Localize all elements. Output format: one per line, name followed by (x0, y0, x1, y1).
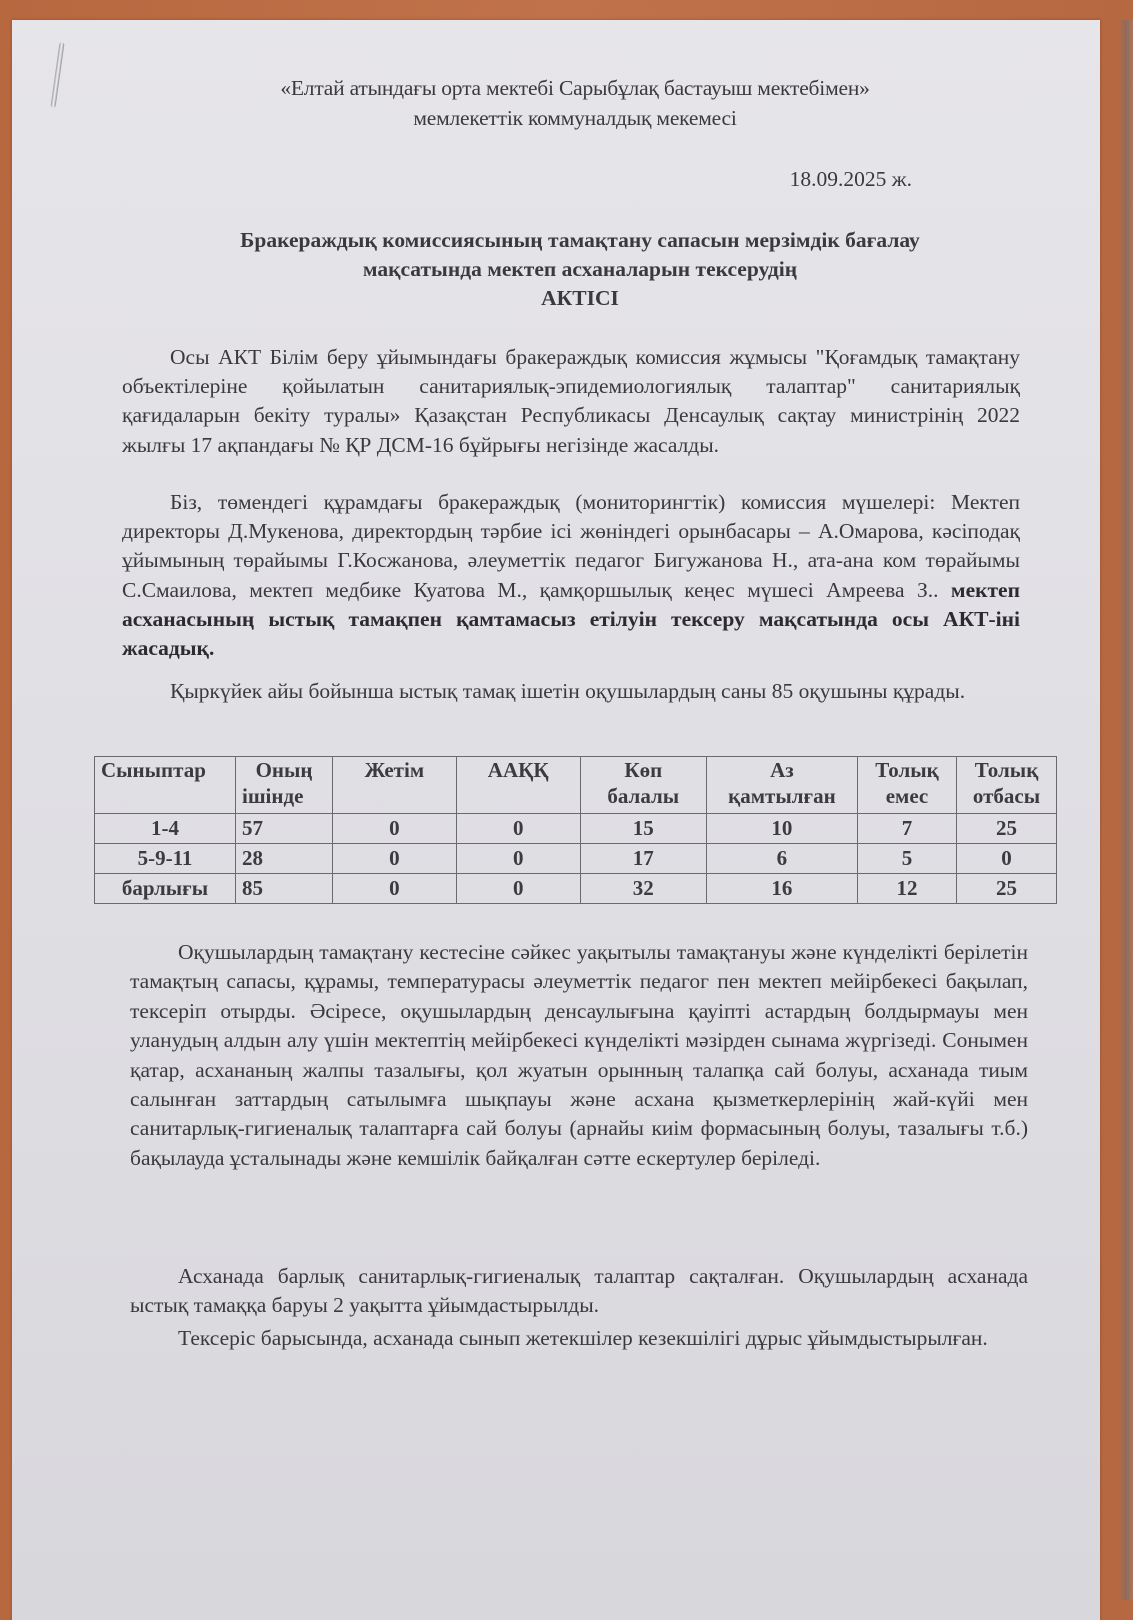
paragraph-sanitary-compliance (130, 1262, 1028, 1320)
organization-type: мемлекеттік коммуналдық мекемесі (413, 106, 737, 130)
cell-incomplete-family: 7 (857, 814, 956, 844)
header-large-family (580, 757, 706, 814)
header-text: қамтылған (728, 784, 836, 808)
cell-of-which: 85 (235, 874, 332, 904)
organization-name: «Елтай атындағы орта мектебі Сарыбұлақ бастауыш мектебімен» (280, 76, 870, 100)
header-text: Толық (974, 758, 1039, 782)
cell-classes: барлығы (95, 874, 236, 904)
cell-aakk: 0 (456, 874, 580, 904)
cell-aakk: 0 (456, 844, 580, 874)
cell-orphan: 0 (333, 814, 457, 844)
table-row (95, 814, 1057, 844)
paragraph-emphasis: мектеп асханасының ыстық тамақпен қамтамасыз етілуін тексеру мақсатында осы АКТ-іні жасадық. (122, 577, 1020, 661)
paper-edge-shadow (1119, 20, 1133, 1600)
title-line-1: Бракераждық комиссиясының тамақтану сапасын мерзімдік бағалау (240, 228, 920, 252)
document-date: 18.09.2025 ж. (789, 167, 912, 191)
cell-orphan: 0 (333, 874, 457, 904)
title-line-3: АКТІСІ (541, 286, 619, 310)
students-table (94, 756, 1057, 904)
header-text: емес (885, 784, 929, 808)
header-orphan: Жетім (333, 757, 457, 814)
header-complete-family (957, 757, 1057, 814)
organization-header (150, 73, 1000, 133)
paragraph-text: Осы АКТ Білім беру ұйымындағы бракераждық комиссия жұмысы "Қоғамдық тамақтану объектілеріне қойылатын санитариялық-эпидемиологиялық талаптар" санитариялық қағидаларын бекіту туралы» Қазақстан Республикасы Денсаулық сақтау министрінің 2022 жылғы 17 ақпандағы № ҚР ДСМ-16 бұйрығы негізінде жасалды. (122, 345, 1020, 457)
header-text: балалы (607, 784, 680, 808)
header-incomplete-family (857, 757, 956, 814)
cell-aakk: 0 (456, 814, 580, 844)
header-text: Аз (770, 758, 794, 782)
header-classes: Сыныптар (95, 757, 236, 814)
table-header-row (95, 757, 1057, 814)
document-title (140, 226, 1020, 313)
cell-large-family: 32 (580, 874, 706, 904)
table-row-total (95, 874, 1057, 904)
header-of-which (235, 757, 332, 814)
cell-complete-family: 25 (957, 874, 1057, 904)
header-text: отбасы (972, 784, 1041, 808)
paragraph-text: Тексеріс барысында, асханада сынып жетекшілер кезекшілігі дұрыс ұйымдыстырылған. (178, 1326, 988, 1350)
cell-incomplete-family: 5 (857, 844, 956, 874)
cell-complete-family: 0 (957, 844, 1057, 874)
header-text: ішінде (241, 784, 304, 808)
cell-low-income: 6 (706, 844, 857, 874)
paragraph-text: Қыркүйек айы бойынша ыстық тамақ ішетін оқушылардың саны 85 оқушыны құрады. (170, 679, 966, 703)
table-row (95, 844, 1057, 874)
header-text: Көп (624, 758, 663, 782)
cell-large-family: 17 (580, 844, 706, 874)
paragraph-text: Асханада барлық санитарлық-гигиеналық талаптар сақталған. Оқушылардың асханада ыстық тамаққа баруы 2 уақытта ұйымдастырылды. (130, 1264, 1028, 1318)
cell-large-family: 15 (580, 814, 706, 844)
paragraph-commission-members (122, 488, 1020, 663)
cell-orphan: 0 (333, 844, 457, 874)
cell-complete-family: 25 (957, 814, 1057, 844)
header-text: Оның (255, 758, 313, 782)
cell-classes: 1-4 (95, 814, 236, 844)
header-text: Толық (875, 758, 939, 782)
paragraph-text: Біз, төмендегі құрамдағы бракераждық (мониторингтік) комиссия мүшелері: Мектеп директоры Д.Мукенова, директордың тәрбие ісі жөніндегі орынбасары – А.Омарова, кәсіподақ ұйымының төрайымы Г.Косжанова, әлеуметтік педагог Бигужанова Н., ата-ана ком төрайымы С.Смаилова, мектеп медбике Куатова М., қамқоршылық кеңес мүшесі Амреева З.. (122, 490, 1020, 602)
header-low-income (706, 757, 857, 814)
cell-incomplete-family: 12 (857, 874, 956, 904)
paragraph-legal-basis (122, 343, 1020, 460)
title-line-2: мақсатында мектеп асханаларын тексерудің (362, 257, 798, 281)
cell-of-which: 57 (235, 814, 332, 844)
paragraph-student-count (122, 677, 1020, 706)
paragraph-monitoring (130, 938, 1028, 1173)
paragraph-text: Оқушылардың тамақтану кестесіне сәйкес уақытылы тамақтануы және күнделікті берілетін тамақтың сапасы, құрамы, температурасы әлеуметтік педагог пен мектеп мейірбекесі бақылап, тексеріп отырды. Әсіресе, оқушылардың денсаулығына қауіпті астардың болдырмауы мен уланудың алдын алу үшін мектептің мейірбекесі күнделікті мәзірден сынама жүргізеді. Сонымен қатар, асхананың жалпы тазалығы, қол жуатын орынның талапқа сай болуы, асханада тиым салынған заттардың сатылымға шықпауы және асхана қызметкерлерінің жай-күйі мен санитарлық-гигиеналық талаптарға сай болуы (арнайы киім формасының болуы, тазалығы т.б.) бақылауда ұсталынады және кемшілік байқалған сәтте ескертулер беріледі. (130, 940, 1028, 1170)
cell-low-income: 10 (706, 814, 857, 844)
paragraph-inspection-result (130, 1324, 1028, 1353)
header-aakk: ААҚҚ (456, 757, 580, 814)
cell-low-income: 16 (706, 874, 857, 904)
cell-classes: 5-9-11 (95, 844, 236, 874)
cell-of-which: 28 (235, 844, 332, 874)
